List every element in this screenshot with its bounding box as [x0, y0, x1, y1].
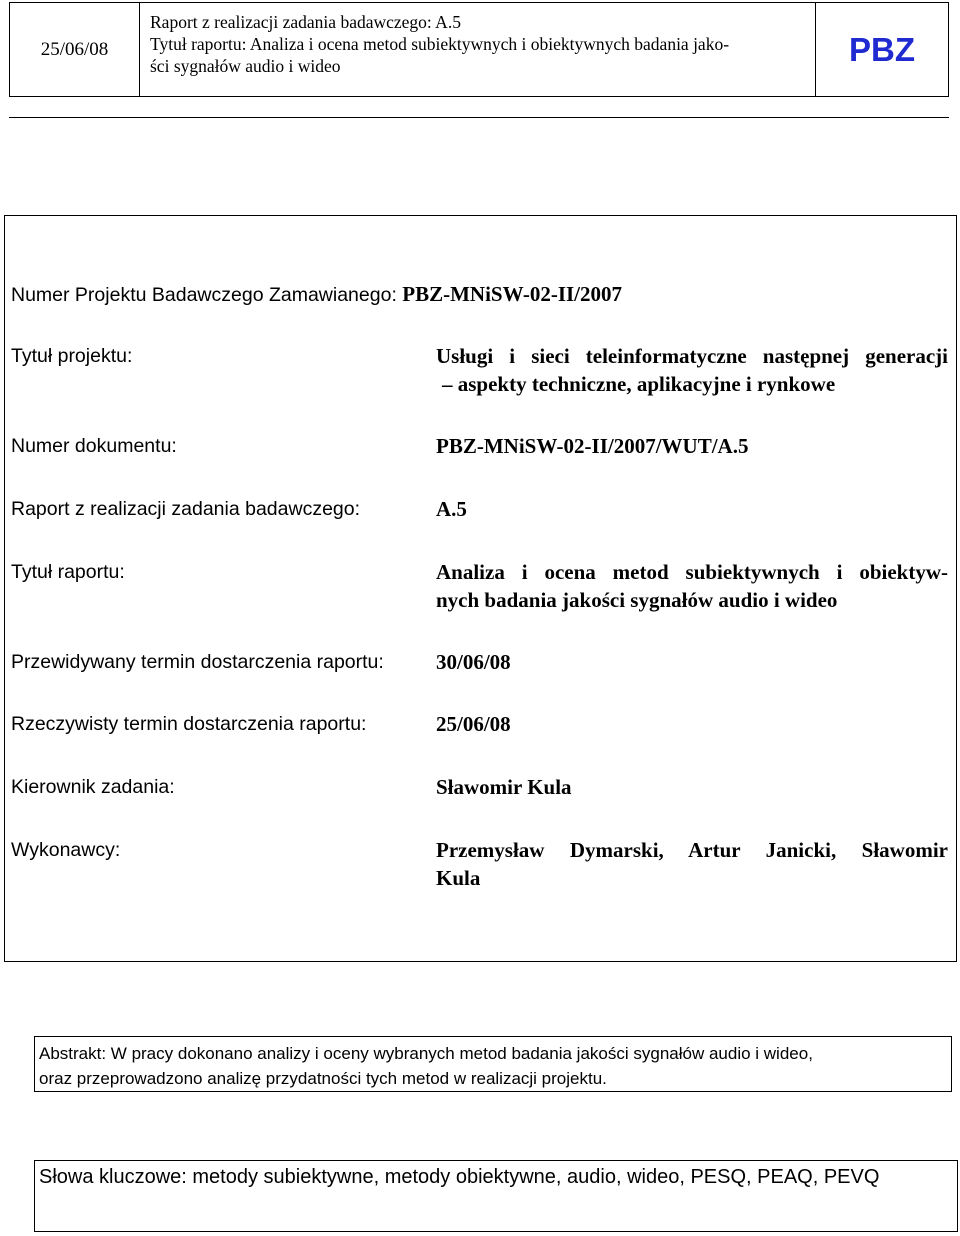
project-number-label: Numer Projektu Badawczego Zamawianego: — [11, 284, 397, 306]
project-title-value — [436, 342, 948, 398]
document-number-label: Numer dokumentu: — [11, 435, 177, 457]
page-header — [9, 2, 949, 97]
report-title-label: Tytuł raportu: — [11, 561, 125, 583]
planned-date-value: 30/06/08 — [436, 650, 511, 674]
project-number-row — [11, 280, 622, 309]
project-title-value-line-1: Usługi i sieci teleinformatyczne następnej generacji — [436, 344, 948, 368]
project-title-label: Tytuł projektu: — [11, 345, 133, 367]
actual-date-label: Rzeczywisty termin dostarczenia raportu: — [11, 713, 367, 735]
report-title-value-line-1: Analiza i ocena metod subiektywnych i obiektyw- — [436, 560, 948, 584]
header-title-line-1: Tytuł raportu: Analiza i ocena metod subiektywnych i obiektywnych badania jako- — [150, 34, 730, 54]
contractors-label: Wykonawcy: — [11, 839, 121, 861]
task-manager-value: Sławomir Kula — [436, 775, 572, 799]
header-date: 25/06/08 — [10, 3, 140, 96]
contractors-value-line-1: Przemysław Dymarski, Artur Janicki, Sławomir — [436, 838, 948, 862]
project-title-value-line-2: – aspekty techniczne, aplikacyjne i rynkowe — [442, 372, 836, 396]
project-info-box — [4, 215, 957, 962]
keywords-text: Słowa kluczowe: metody subiektywne, metody obiektywne, audio, wideo, PESQ, PEAQ, PEVQ — [39, 1166, 880, 1188]
contractors-value — [436, 836, 948, 892]
contractors-value-line-2: Kula — [436, 866, 481, 890]
header-title-line-2: ści sygnałów audio i wideo — [150, 56, 341, 76]
task-label: Raport z realizacji zadania badawczego: — [11, 498, 361, 520]
header-report-info — [140, 3, 816, 96]
abstract-line-2: oraz przeprowadzono analizę przydatności tych metod w realizacji projektu. — [39, 1069, 607, 1088]
planned-date-label: Przewidywany termin dostarczenia raportu: — [11, 651, 384, 673]
actual-date-value: 25/06/08 — [436, 712, 511, 736]
task-manager-label: Kierownik zadania: — [11, 776, 175, 798]
project-number-value: PBZ-MNiSW-02-II/2007 — [402, 282, 623, 306]
task-value: A.5 — [436, 497, 467, 521]
pbz-logo: PBZ — [849, 30, 915, 68]
header-report-line: Raport z realizacji zadania badawczego: A.5 — [150, 12, 461, 32]
document-number-value: PBZ-MNiSW-02-II/2007/WUT/A.5 — [436, 434, 749, 458]
report-title-value-line-2: nych badania jakości sygnałów audio i wideo — [436, 588, 838, 612]
keywords-box — [34, 1160, 958, 1232]
header-divider — [9, 117, 949, 118]
abstract-box — [34, 1036, 952, 1092]
abstract-line-1: Abstrakt: W pracy dokonano analizy i oceny wybranych metod badania jakości sygnałów audio i wideo, — [39, 1044, 813, 1063]
report-title-value — [436, 558, 948, 614]
